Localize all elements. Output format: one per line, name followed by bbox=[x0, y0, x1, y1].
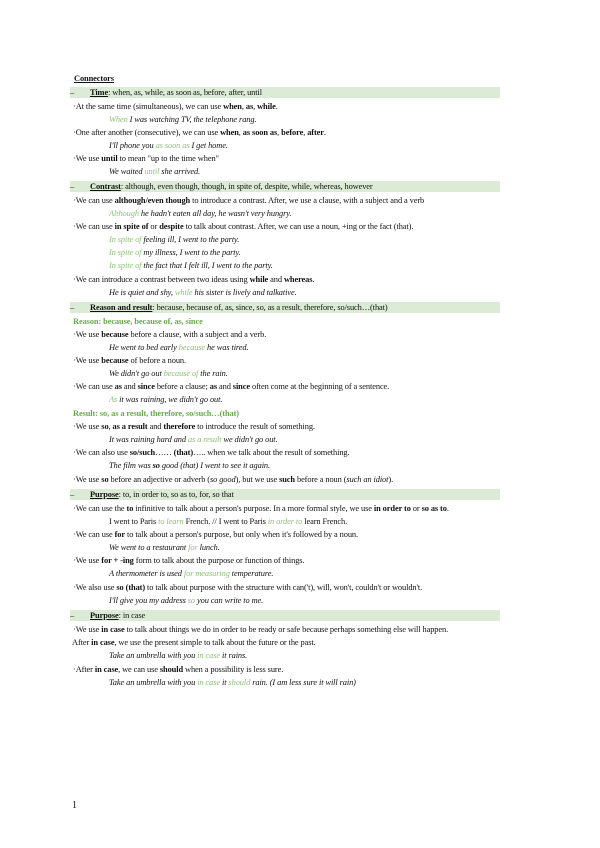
result-bullet-3: ·We use so before an adjective or adverb (so good), but we use such before a noun (such an idiot). bbox=[73, 475, 394, 484]
subheading-result: Result: so, as a result, therefore, so/such…(that) bbox=[73, 409, 239, 418]
incase-bullet-1: ·We use in case to talk about things we do in order to be ready or safe because perhaps something else will happen. bbox=[73, 625, 449, 634]
section-header-contrast bbox=[70, 181, 500, 192]
time-example-2: I'll phone you as soon as I get home. bbox=[109, 141, 228, 150]
subheading-reason: Reason: because, because of, as, since bbox=[73, 317, 203, 326]
reason-example-3: As it was raining, we didn't go out. bbox=[109, 395, 223, 404]
section-rest: : in case bbox=[118, 611, 146, 620]
contrast-example-1: Although he hadn't eaten all day, he wasn't very hungry. bbox=[109, 209, 292, 218]
section-head: Reason and result bbox=[90, 303, 153, 312]
section-head: Purpose bbox=[90, 490, 119, 499]
section-header-purpose bbox=[70, 489, 500, 500]
purpose-bullet-4: ·We also use so (that) to talk about purpose with the structure with can('t), will, won't, couldn't or wouldn't. bbox=[73, 583, 423, 592]
contrast-bullet-3: ·We can introduce a contrast between two ideas using while and whereas. bbox=[73, 275, 315, 284]
section-rest: : because, because of, as, since, so, as a result, therefore, so/such…(that) bbox=[152, 303, 388, 312]
reason-bullet-1: ·We use because before a clause, with a subject and a verb. bbox=[73, 330, 267, 339]
page-number: 1 bbox=[72, 800, 77, 811]
reason-bullet-3: ·We can use as and since before a clause; as and since often come at the beginning of a sentence. bbox=[73, 382, 390, 391]
purpose-bullet-1: ·We can use the to infinitive to talk about a person's purpose. In a more formal style, we use in order to or so as to. bbox=[73, 504, 449, 513]
purpose-example-2: We went to a restaurant for lunch. bbox=[109, 543, 220, 552]
dash-marker: – bbox=[70, 182, 75, 191]
result-example-2: The film was so good (that) I went to see it again. bbox=[109, 461, 271, 470]
incase-example-2: Take an umbrella with you in case it should rain. (I am less sure it will rain) bbox=[109, 678, 356, 687]
purpose-bullet-3: ·We use for + -ing form to talk about the purpose or function of things. bbox=[73, 556, 305, 565]
time-example-3: We waited until she arrived. bbox=[109, 167, 201, 176]
section-rest: : when, as, while, as soon as, before, after, until bbox=[108, 88, 262, 97]
section-head: Purpose bbox=[90, 611, 119, 620]
contrast-bullet-2: ·We can use in spite of or despite to talk about contrast. After, we can use a noun, +ing or the fact (that). bbox=[73, 222, 414, 231]
dash-marker: – bbox=[70, 303, 75, 312]
purpose-bullet-2: ·We can use for to talk about a person's purpose, but only when it's followed by a noun. bbox=[73, 530, 358, 539]
section-header-reason-result bbox=[70, 302, 500, 313]
incase-bullet-2: ·After in case, we can use should when a possibility is less sure. bbox=[73, 665, 284, 674]
reason-bullet-2: ·We use because of before a noun. bbox=[73, 356, 187, 365]
section-head: Contrast bbox=[90, 182, 121, 191]
incase-continuation: After in case, we use the present simple to talk about the future or the past. bbox=[72, 638, 316, 647]
section-rest: : although, even though, though, in spite of, despite, while, whereas, however bbox=[120, 182, 373, 191]
result-example-1: It was raining hard and as a result we didn't go out. bbox=[109, 435, 278, 444]
reason-example-2: We didn't go out because of the rain. bbox=[109, 369, 228, 378]
incase-example-1: Take an umbrella with you in case it rains. bbox=[109, 651, 248, 660]
section-head: Time bbox=[90, 88, 109, 97]
contrast-example-4: In spite of the fact that I felt ill, I went to the party. bbox=[109, 261, 273, 270]
section-rest: : to, in order to, so as to, for, so that bbox=[118, 490, 234, 499]
time-bullet-1: ·At the same time (simultaneous), we can use when, as, while. bbox=[73, 102, 278, 111]
reason-example-1: He went to bed early because he was tired. bbox=[109, 343, 249, 352]
dash-marker: – bbox=[70, 611, 75, 620]
section-header-time bbox=[70, 87, 500, 98]
result-bullet-2: ·We can also use so/such…… (that)….. when we talk about the result of something. bbox=[73, 448, 350, 457]
section-header-in-case bbox=[70, 610, 500, 621]
purpose-example-4: I'll give you my address so you can write to me. bbox=[109, 596, 264, 605]
contrast-example-2: In spite of feeling ill, I went to the party. bbox=[109, 235, 240, 244]
contrast-example-3: In spite of my illness, I went to the party. bbox=[109, 248, 241, 257]
purpose-example-1: I went to Paris to learn French. // I went to Paris in order to learn French. bbox=[109, 517, 348, 526]
time-bullet-3: ·We use until to mean "up to the time when" bbox=[73, 154, 219, 163]
time-bullet-2: ·One after another (consecutive), we can use when, as soon as, before, after. bbox=[73, 128, 326, 137]
purpose-example-3: A thermometer is used for measuring temperature. bbox=[109, 569, 274, 578]
contrast-example-5: He is quiet and shy, while his sister is lively and talkative. bbox=[109, 288, 297, 297]
contrast-bullet-1: ·We can use although/even though to introduce a contrast. After, we use a clause, with a subject and a verb bbox=[73, 196, 425, 205]
result-bullet-1: ·We use so, as a result and therefore to introduce the result of something. bbox=[73, 422, 315, 431]
time-example-1: When I was watching TV, the telephone rang. bbox=[109, 115, 257, 124]
page-title: Connectors bbox=[74, 74, 114, 83]
dash-marker: – bbox=[70, 88, 75, 97]
dash-marker: – bbox=[70, 490, 75, 499]
